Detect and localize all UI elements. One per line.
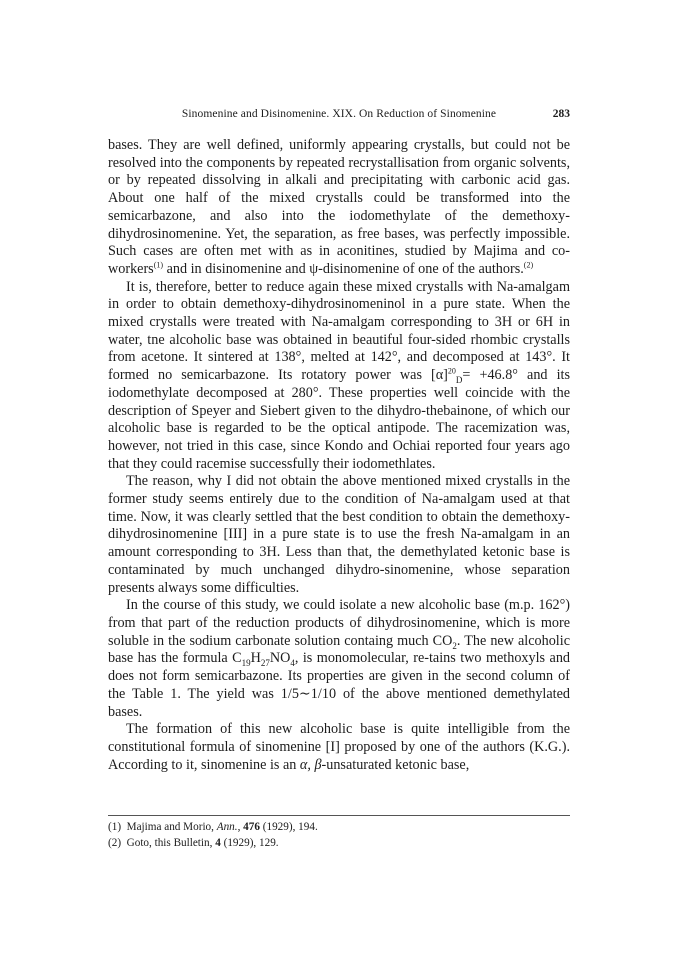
- footnote-journal: Ann.: [216, 821, 238, 833]
- paragraph-2-text-b: = +46.8° and its iodomethylate decomposed at 280°. These properties well coincide with the description of Speyer and Siebert given to the dihydro-thebainone, of which our alcoholic base is regarded to be the optical antipode. The racemization was, however, not tried in this case, since Kondo and Ochiai reported four years ago that they could racemise successfully their iodomethlates.: [108, 367, 570, 472]
- formula-subscript: 19: [241, 658, 251, 669]
- footnote-authors: Majima and Morio,: [126, 821, 217, 833]
- footnote-1: (1) Majima and Morio, Ann., 476 (1929), 194.: [108, 821, 318, 833]
- footnote-rest: (1929), 194.: [259, 821, 318, 833]
- paragraph-2-text-a: It is, therefore, better to reduce again these mixed crystalls with Na-amalgam in order to obtain demethoxy-dihydrosinomeninol in a pure state. When the mixed crystalls were treated with Na-amalgam corresponding to 3H or 6H in water, tne alcoholic base was obtained in beautiful four-sided rhombic crystalls from acetone. It sintered at 138°, melted at 142°, and decomposed at 143°. It formed no semicarbazone. Its rotatory power was [α]: [108, 278, 570, 384]
- rotation-line: D: [455, 374, 463, 385]
- paragraph-2: [108, 279, 570, 474]
- footnote-volume: 4: [215, 836, 221, 849]
- formula-subscript: 27: [260, 658, 270, 669]
- footnote-volume: 476: [243, 821, 260, 833]
- page-number: 283: [552, 108, 570, 120]
- paragraph-3: The reason, why I did not obtain the above mentioned mixed crystalls in the former study seems entirely due to the condition of Na-amalgam used at that time. Now, it was clearly settled that the best condition to obtain the demethoxy-dihydrosinomenine [III] in a pure state is to use the fresh Na-amalgam in an amount corresponding to 3H. Less than that, the demethylated ketonic base is contaminated by much unchanged dihydro-sinomenine, whose separation presents always some difficulties.: [108, 473, 570, 596]
- greek-letters: α, β: [299, 756, 322, 773]
- paragraph-1-text-b: and in disinomenine and ψ-disinomenine of one of the authors.: [163, 260, 524, 277]
- paragraph-4-text-b: . The new alcoholic base has the formula C: [108, 632, 570, 667]
- paragraph-4-text-a: In the course of this study, we could isolate a new alcoholic base (m.p. 162°) from that part of the reduction products of dihydrosinomenine, which is more soluble in the sodium carbonate solution containg much CO: [108, 597, 570, 649]
- running-title: Sinomenine and Disinomenine. XIX. On Reduction of Sinomenine: [181, 108, 497, 120]
- footnote-rest: (1929), 129.: [220, 836, 279, 849]
- running-header: [108, 108, 570, 126]
- footnotes: [108, 820, 570, 851]
- footnote-number: (1): [108, 821, 122, 833]
- footnote-2: [108, 836, 570, 852]
- footnote-ref-2: (2): [523, 260, 534, 270]
- formula-subscript: 2: [452, 640, 457, 651]
- footnote-divider: [108, 815, 570, 816]
- body-text: [108, 137, 570, 774]
- paragraph-1: [108, 137, 570, 279]
- footnote-ref-1: (1): [153, 260, 164, 270]
- formula-subscript: 4: [290, 658, 295, 669]
- paragraph-4-text-e: , is monomolecular, re-tains two methoxyls and does not form semicarbazone. Its properties are given in the second column of the Table 1. The yield was 1/5∼1/10 of the above mentioned demethylated bases.: [108, 650, 571, 720]
- paragraph-5-text-b: -unsaturated ketonic base,: [321, 756, 470, 773]
- rotation-temperature: 20: [447, 366, 456, 376]
- paragraph-4-text-d: NO: [269, 650, 291, 667]
- paragraph-4-text-c: H: [250, 650, 261, 667]
- footnote-number: (2): [108, 836, 122, 849]
- paragraph-4: [108, 597, 570, 721]
- paragraph-5: [108, 721, 570, 774]
- paragraph-5-text-a: The formation of this new alcoholic base is quite intelligible from the constitutional formula of sinomenine [I] proposed by one of the authors (K.G.). According to it, sinomenine is an: [108, 721, 570, 773]
- footnote-authors: Goto, this Bulletin,: [126, 836, 216, 849]
- paragraph-1-text-a: bases. They are well defined, uniformly appearing crystalls, but could not be resolved into the components by repeated recrystallisation from organic solvents, or by repeated dissolving in alkali and precipitating with carbonic acid gas. About one half of the mixed crystalls could be transformed into the semicarbazone, and also into the iodomethylate of the demethoxy-dihydrosinomenine. Yet, the separation, as free bases, was perfectly impossible. Such cases are often met with as in aconitines, studied by Majima and co-workers: [108, 137, 570, 277]
